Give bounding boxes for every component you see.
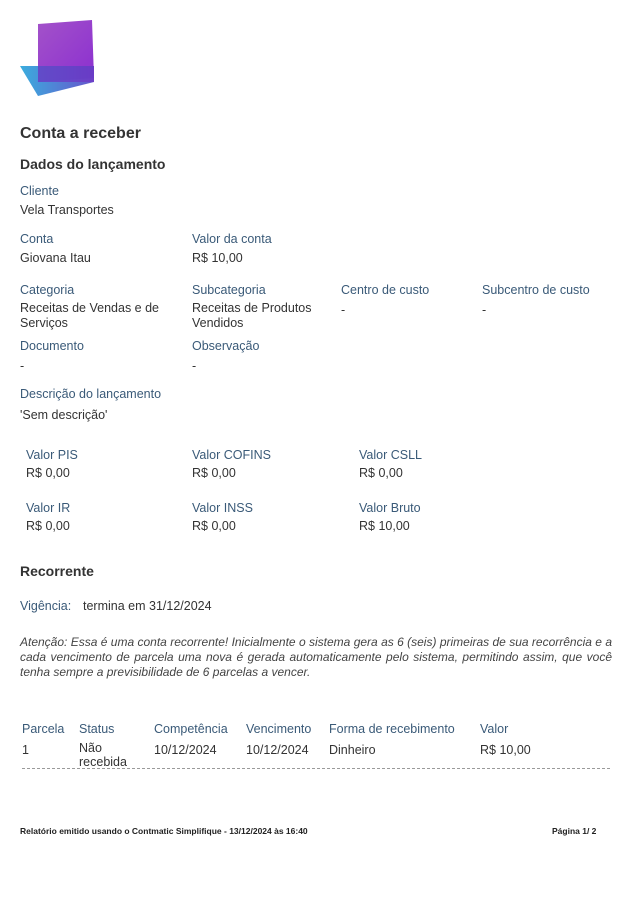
cliente-label: Cliente	[20, 184, 59, 198]
descricao-label: Descrição do lançamento	[20, 387, 162, 401]
categoria-label: Categoria	[20, 283, 75, 297]
cell-forma: Dinheiro	[329, 743, 376, 757]
observacao-label: Observação	[192, 339, 260, 353]
valor-conta-label: Valor da conta	[192, 232, 272, 246]
observacao-value: -	[192, 359, 197, 373]
cell-vencimento: 10/12/2024	[246, 743, 309, 757]
vigencia-label: Vigência:	[20, 599, 72, 613]
csll-value: R$ 0,00	[359, 466, 403, 480]
csll-label: Valor CSLL	[359, 448, 422, 462]
inss-value: R$ 0,00	[192, 519, 236, 533]
pis-label: Valor PIS	[26, 448, 78, 462]
documento-value: -	[20, 359, 25, 373]
subcentro-custo-value: -	[482, 303, 487, 317]
centro-custo-value: -	[341, 303, 346, 317]
col-header-competencia: Competência	[154, 722, 228, 736]
cofins-value: R$ 0,00	[192, 466, 236, 480]
cell-valor: R$ 10,00	[480, 743, 531, 757]
conta-value: Giovana Itau	[20, 251, 91, 265]
bruto-value: R$ 10,00	[359, 519, 410, 533]
page-title: Conta a receber	[20, 125, 141, 142]
company-logo	[20, 20, 96, 96]
centro-custo-label: Centro de custo	[341, 283, 430, 297]
ir-value: R$ 0,00	[26, 519, 70, 533]
conta-label: Conta	[20, 232, 54, 246]
row-divider	[22, 768, 610, 769]
col-header-forma: Forma de recebimento	[329, 722, 455, 736]
descricao-value: 'Sem descrição'	[20, 408, 108, 422]
inss-label: Valor INSS	[192, 501, 253, 515]
valor-conta-value: R$ 10,00	[192, 251, 243, 265]
cell-status: Não recebida	[79, 741, 127, 769]
recorrente-note: Atenção: Essa é uma conta recorrente! Inicialmente o sistema gera as 6 (seis) primeiras de sua recorrência e a cada vencimento de parcela uma nova é gerada automaticamente pelo sistema, permitindo assim, que você tenha sempre a previsibilidade de 6 parcelas a vencer.	[20, 635, 612, 679]
col-header-valor: Valor	[480, 722, 509, 736]
cofins-label: Valor COFINS	[192, 448, 271, 462]
subcategoria-label: Subcategoria	[192, 283, 266, 297]
cell-competencia: 10/12/2024	[154, 743, 217, 757]
pis-value: R$ 0,00	[26, 466, 70, 480]
contmatic-logo-icon	[20, 20, 96, 96]
footer-page-number: Página 1/ 2	[552, 826, 597, 836]
ir-label: Valor IR	[26, 501, 71, 515]
cliente-value: Vela Transportes	[20, 203, 114, 217]
categoria-value: Receitas de Vendas e de Serviços	[20, 301, 159, 330]
section-title-dados: Dados do lançamento	[20, 156, 166, 172]
col-header-vencimento: Vencimento	[246, 722, 312, 736]
section-title-recorrente: Recorrente	[20, 563, 94, 579]
vigencia-value: termina em 31/12/2024	[83, 599, 212, 613]
footer-report-info: Relatório emitido usando o Contmatic Simplifique - 13/12/2024 às 16:40	[20, 826, 308, 836]
col-header-parcela: Parcela	[22, 722, 65, 736]
cell-parcela: 1	[22, 743, 29, 757]
subcentro-custo-label: Subcentro de custo	[482, 283, 590, 297]
bruto-label: Valor Bruto	[359, 501, 421, 515]
subcategoria-value: Receitas de Produtos Vendidos	[192, 301, 312, 330]
documento-label: Documento	[20, 339, 84, 353]
col-header-status: Status	[79, 722, 115, 736]
